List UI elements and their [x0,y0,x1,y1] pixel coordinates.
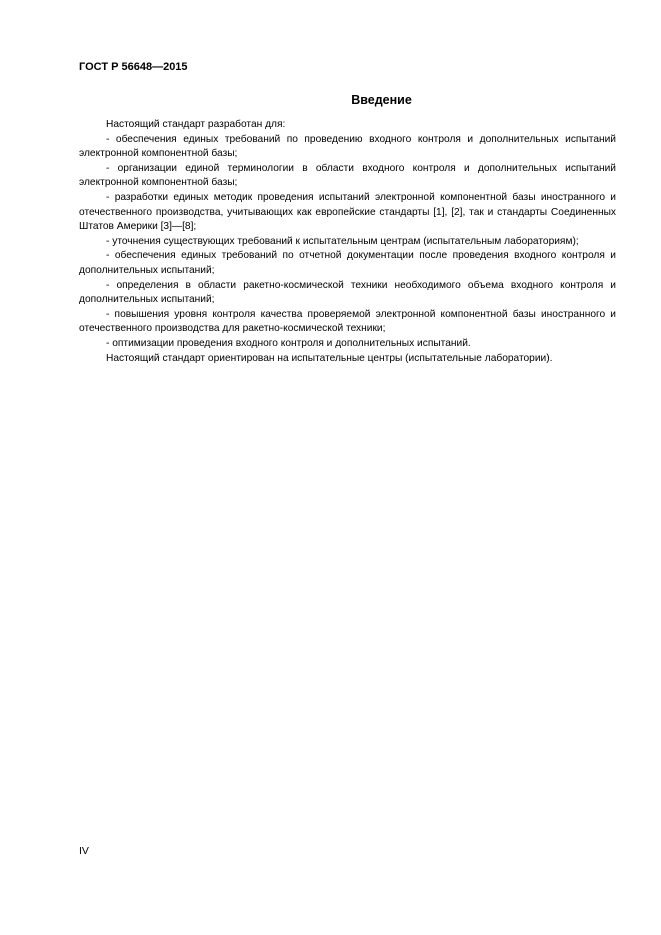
paragraph: - уточнения существующих требований к испытательным центрам (испытательным лабораториям); [106,235,579,247]
paragraph: - организации единой терминологии в области входного контроля и дополнительных испытаний электронной компонентной базы; [79,162,616,189]
paragraph: - разработки единых методик проведения испытаний электронной компонентной базы иностранного и отечественного производства, учитывающих как европейские стандарты [1], [2], так и стандарты Соединенных Штатов Америки [3]—[8]; [79,191,616,233]
body-text [79,118,616,366]
paragraph: - обеспечения единых требований по проведению входного контроля и дополнительных испытаний электронной компонентной базы; [79,133,616,160]
paragraph: - обеспечения единых требований по отчетной документации после проведения входного контроля и дополнительных испытаний; [79,250,616,276]
paragraph: - определения в области ракетно-космической техники необходимого объема входного контроля и дополнительных испытаний; [79,279,616,306]
document-code: ГОСТ Р 56648—2015 [79,61,188,73]
paragraph: Настоящий стандарт ориентирован на испытательные центры (испытательные лаборатории). [106,352,553,364]
page-number: IV [79,845,89,857]
paragraph: - оптимизации проведения входного контроля и дополнительных испытаний. [106,337,471,349]
paragraph: Настоящий стандарт разработан для: [106,119,286,130]
paragraph: - повышения уровня контроля качества проверяемой электронной компонентной базы иностранного и отечественного производства для ракетно-космической техники; [79,308,616,335]
section-title: Введение [351,93,412,107]
